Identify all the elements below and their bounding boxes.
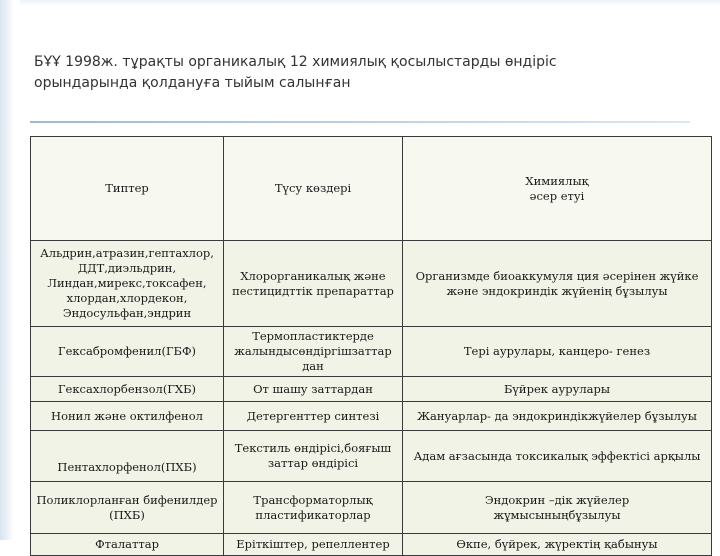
cell-source: От шашу заттардан [224, 377, 403, 402]
slide-title-line-2: орындарында қолдануға тыйым салынған [34, 75, 351, 91]
cell-source: Трансформаторлық пластификаторлар [224, 482, 403, 534]
cell-type: Альдрин,атразин,гептахлор, ДДТ,диэльдрин, Линдан,мирекс,токсафен, хлордан,хлордекон, Эндосульфан,эндрин [31, 241, 224, 327]
cell-source: Хлорорганикалық және пестицидттік препараттар [224, 241, 403, 327]
cell-effect: Тері аурулары, канцеро- генез [403, 327, 712, 377]
cell-effect: Организмде биоаккумуля ция әсерінен жүйке және эндокриндік жүйенің бұзылуы [403, 241, 712, 327]
slide-title-line-1: БҰҰ 1998ж. тұрақты органикалық 12 химиялық қосылыстарды өндіріс [34, 54, 557, 70]
title-divider [30, 121, 690, 123]
cell-source: Текстиль өндірісі,бояғыш заттар өндірісі [224, 431, 403, 482]
cell-effect: Жануарлар- да эндокриндікжүйелер бұзылуы [403, 402, 712, 431]
slide-left-decoration [0, 0, 14, 540]
header-cell-types: Типтер [31, 137, 224, 241]
table-row [31, 241, 712, 327]
cell-effect [403, 482, 712, 534]
pollutants-table [30, 136, 712, 556]
cell-source: Еріткіштер, репеллентер [224, 534, 403, 556]
cell-source: Детергенттер синтезі [224, 402, 403, 431]
table-row [31, 377, 712, 402]
cell-type: Гексабромфенил(ГБФ) [31, 327, 224, 377]
table-row [31, 327, 712, 377]
slide-top-decoration [20, 0, 720, 6]
table-row [31, 431, 712, 482]
cell-type: Гексахлорбензол(ГХБ) [31, 377, 224, 402]
table-header-row [31, 137, 712, 241]
cell-source: Термопластиктерде жалындысөндіргішзаттар дан [224, 327, 403, 377]
table-row [31, 534, 712, 556]
cell-type: Фталаттар [31, 534, 224, 556]
header-effect-text: Химиялық әсер етуі [525, 173, 589, 203]
cell-effect: Өкпе, бүйрек, жүректің қабынуы [403, 534, 712, 556]
header-cell-effect [403, 137, 712, 241]
cell-effect: Адам ағзасында токсикалық эффектісі арқылы [403, 431, 712, 482]
cell-type: Нонил және октилфенол [31, 402, 224, 431]
header-cell-sources: Түсу көздері [224, 137, 403, 241]
table-row [31, 402, 712, 431]
cell-effect-text: Эндокрин –дік жүйелер жұмысыныңбұзылуы [484, 492, 630, 522]
cell-type: Поликлорланған бифенилдер (ПХБ) [31, 482, 224, 534]
table-row [31, 482, 712, 534]
cell-type: Пентахлорфенол(ПХБ) [31, 431, 224, 482]
cell-effect: Бүйрек аурулары [403, 377, 712, 402]
slide-title [34, 52, 684, 94]
